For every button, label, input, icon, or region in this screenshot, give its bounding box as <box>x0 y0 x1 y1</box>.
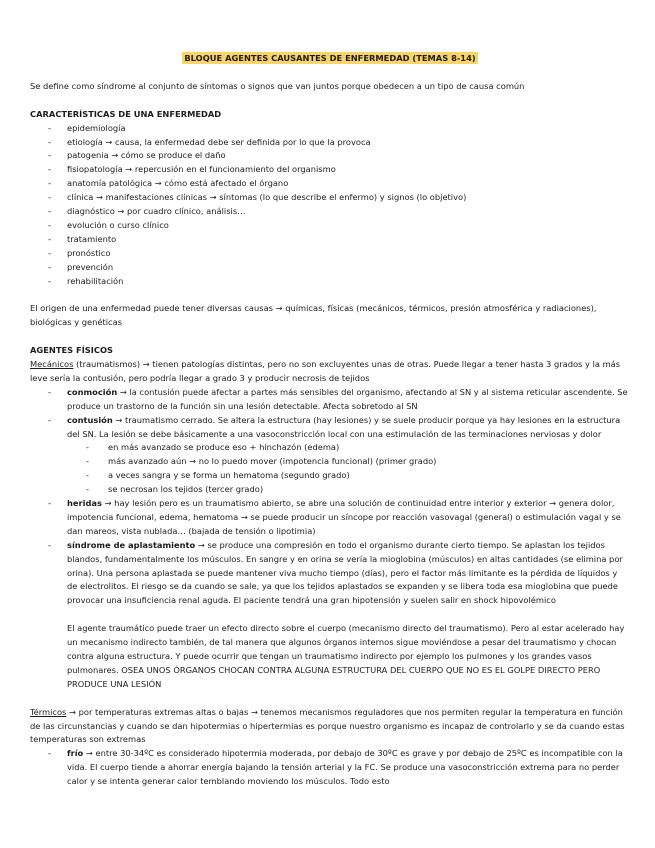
list-item: - clínica → manifestaciones clínicas → síntomas (lo que describe el enfermo) y signos (lo objetivo) <box>30 191 630 205</box>
indirect-mechanism-paragraph: El agente traumático puede traer un efecto directo sobre el cuerpo (mecanismo directo del traumatismo). Pero al estar acelerado hay un mecanismo indirecto también, de tal manera que algunos órganos internos sigue moviéndose a pesar del traumatismo y chocan contra alguna estructura. Y puede ocurrir que tengan un traumatismo indirecto por ejemplo los pulmones y los grandes vasos pulmonares. OSEA UNOS ÓRGANOS CHOCAN CONTRA ALGUNA ESTRUCTURA DEL CUERPO QUE NO ES EL GOLPE DIRECTO PERO PRODUCE UNA LESIÓN <box>67 623 625 689</box>
list-item-aplastamiento: - síndrome de aplastamiento → se produce una compresión en todo el organismo durante cierto tiempo. Se aplastan los tejidos blandos, fundamentalmente los músculos. En sangre y en orina se vería la mioglobina (músculos) en altas cantidades (se elimina por orina). Una persona aplastada se puede mantener viva mucho tiempo (días), pero el factor más limitante es la pérdida de líquidos y de electrolitos. El riesgo se da cuando se sale, ya que los tejidos aplastados se expanden y se libera toda esa mioglobina que puede provocar una insuficiencia renal aguda. El paciente tendrá una gran hipotensión y suelen salir en shock hipovolémico <box>30 539 630 609</box>
mechanical-paragraph: Mecánicos (traumatismos) → tienen patologías distintas, pero no son excluyentes unas de otras. Puede llegar a tener hasta 3 grados y la más leve sería la contusión, pero podría llegar a grado 3 y producir necrosis de tejidos <box>30 358 621 383</box>
mechanical-label: Mecánicos <box>30 358 74 369</box>
thermal-list <box>30 747 630 789</box>
list-item: - prevención <box>30 261 630 275</box>
list-item-contusion: - contusión → traumatismo cerrado. Se altera la estructura (hay lesiones) y se suele producir porque ya hay lesiones en la estructura del SN. La lesión se debe básicamente a una vasoconstricción local con una estimulación de las terminaciones nerviosas y dolor - en más avanzado se produce eso + hinchazón (edema) - más avanzado aún → no lo puedo mover (impotencia funcional) (primer grado) - a veces sangra y se forma un hematoma (segundo grado) - se necrosan los tejidos (tercer grado) <box>30 414 630 497</box>
document-title: BLOQUE AGENTES CAUSANTES DE ENFERMEDAD (TEMAS 8-14) <box>184 53 476 63</box>
mechanical-list <box>30 386 630 609</box>
list-item: - etiología → causa, la enfermedad debe ser definida por lo que la provoca <box>30 136 630 150</box>
thermal-label: Térmicos <box>30 706 67 717</box>
list-item: - se necrosan los tejidos (tercer grado) <box>30 483 630 497</box>
list-item-frio: - frío → entre 30-34ºC es considerado hipotermia moderada, por debajo de 30ºC es grave y por debajo de 25ºC es incompatible con la vida. El cuerpo tiende a ahorrar energía bajando la tensión arterial y la FC. Se produce una vasoconstricción extrema para no perder calor y se intenta generar calor temblando moviendo los músculos. Todo esto <box>30 747 630 789</box>
list-item: - tratamiento <box>30 233 630 247</box>
list-item: - evolución o curso clínico <box>30 219 630 233</box>
list-item-conmocion: - conmoción → la contusión puede afectar a partes más sensibles del organismo, afectando al SN y al sistema reticular ascendente. Se produce un trastorno de la función sin una lesión detectable. Afecta sobretodo al SN <box>30 386 630 414</box>
list-item: - fisiopatología → repercusión en el funcionamiento del organismo <box>30 163 630 177</box>
contusion-grades-list <box>67 441 630 497</box>
list-item: - a veces sangra y se forma un hematoma (segundo grado) <box>30 469 630 483</box>
origin-paragraph: El origen de una enfermedad puede tener diversas causas → químicas, físicas (mecánicos, térmicos, presión atmosférica y radiaciones), biológicas y genéticas <box>30 303 597 328</box>
physical-agents-heading: AGENTES FÍSICOS <box>30 345 113 356</box>
list-item: - en más avanzado se produce eso + hinchazón (edema) <box>30 441 630 455</box>
intro-paragraph: Se define como síndrome al conjunto de síntomas o signos que van juntos porque obedecen a un tipo de causa común <box>30 80 525 91</box>
document-page <box>30 52 630 789</box>
characteristics-heading: CARACTERÍSTICAS DE UNA ENFERMEDAD <box>30 108 222 119</box>
characteristics-list <box>30 122 630 289</box>
list-item-heridas: - heridas → hay lesión pero es un traumatismo abierto, se abre una solución de continuidad entre interior y exterior → genera dolor, impotencia funcional, edema, hematoma → se puede producir un síncope por reacción vasovagal (general) o estimulación vagal y se dan mareos, vista nublada… (bajada de tensión o lipotimia) <box>30 497 630 539</box>
list-item: - más avanzado aún → no lo puedo mover (impotencia funcional) (primer grado) <box>30 455 630 469</box>
list-item: - patogenia → cómo se produce el daño <box>30 149 630 163</box>
list-item: - pronóstico <box>30 247 630 261</box>
list-item: - epidemiología <box>30 122 630 136</box>
thermal-paragraph: Térmicos → por temperaturas extremas altas o bajas → tenemos mecanismos reguladores que nos permiten regular la temperatura en función de las circunstancias y cuando se dan hipotermias o hipertermias es porque nuestro organismo es incapaz de controlarlo y se da cuando estas temperaturas son extremas <box>30 706 625 745</box>
list-item: - anatomía patológica → cómo está afectado el órgano <box>30 177 630 191</box>
list-item: - diagnóstico → por cuadro clínico, análisis… <box>30 205 630 219</box>
list-item: - rehabilitación <box>30 275 630 289</box>
